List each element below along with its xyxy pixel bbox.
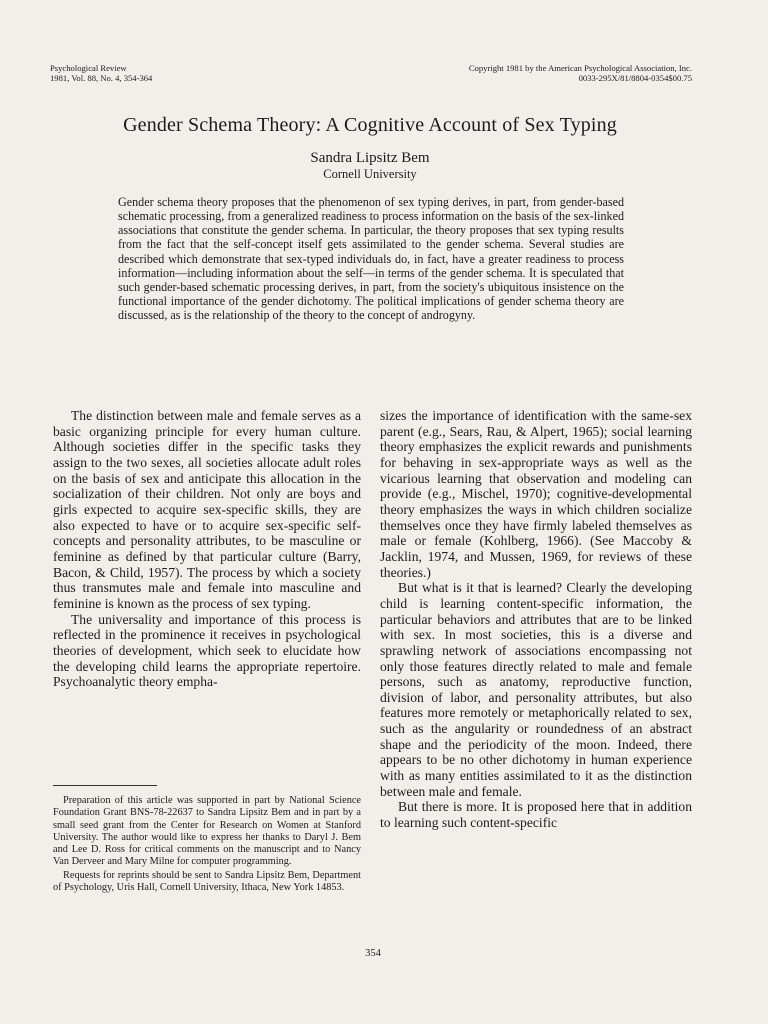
body-paragraph: The distinction between male and female serves as a basic organizing principle for every human culture. Although societies differ in the specific tasks they assign to the two sexes, all societies allocate adult roles on the basis of sex and anticipate this allocation in the socialization of their children. Not only are boys and girls expected to acquire sex-specific skills, they are also expected to have or to acquire sex-specific self-concepts and personality attributes, to be masculine or feminine as defined by that particular culture (Barry, Bacon, & Child, 1957). The process by which a society thus transmutes male and female into masculine and feminine is known as the process of sex typing. <box>53 408 361 611</box>
journal-name: Psychological Review <box>50 63 127 73</box>
author-name: Sandra Lipsitz Bem <box>310 150 430 166</box>
abstract: Gender schema theory proposes that the phenomenon of sex typing derives, in part, from gender-based schematic processing, from a generalized readiness to process information on the basis of the sex-linked associations that constitute the gender schema. In particular, the theory proposes that sex typing results from the fact that the self-concept itself gets assimilated to the gender schema. Several studies are described which demonstrate that sex-typed individuals do, in fact, have a greater readiness to process information—including information about the self—in terms of the gender schema. It is speculated that such gender-based schematic processing derives, in part, from the society's ubiquitous insistence on the functional importance of the gender dichotomy. The political implications of gender schema theory are discussed, as is the relationship of the theory to the concept of androgyny. <box>118 195 624 323</box>
journal-header <box>50 63 152 83</box>
body-paragraph: sizes the importance of identification with the same-sex parent (e.g., Sears, Rau, & Alpert, 1965); social learning theory emphasizes the explicit rewards and punishments for behaving in sex-appropriate ways as well as the vicarious learning that observation and modeling can provide (e.g., Mischel, 1970); cognitive-developmental theory emphasizes the ways in which children socialize themselves once they have firmly labeled themselves as male or female (Kohlberg, 1966). (See Maccoby & Jacklin, 1974, and Mussen, 1969, for reviews of these theories.) <box>380 408 692 580</box>
footnote-reprints: Requests for reprints should be sent to Sandra Lipsitz Bem, Department of Psychology, Uris Hall, Cornell University, Ithaca, New York 14853. <box>53 869 361 894</box>
article-code: 0033-295X/81/8804-0354$00.75 <box>578 73 692 83</box>
left-column <box>53 408 361 690</box>
article-title: Gender Schema Theory: A Cognitive Account of Sex Typing <box>123 114 617 136</box>
body-paragraph: But there is more. It is proposed here that in addition to learning such content-specific <box>380 799 692 831</box>
body-paragraph: The universality and importance of this process is reflected in the prominence it receives in psychological theories of development, which seek to elucidate how the developing child learns the appropriate repertoire. Psychoanalytic theory empha- <box>53 611 361 690</box>
copyright-line: Copyright 1981 by the American Psychological Association, Inc. <box>468 63 692 73</box>
copyright-header <box>469 63 692 83</box>
journal-volume: 1981, Vol. 88, No. 4, 354-364 <box>50 73 153 83</box>
footnote-acknowledgment: Preparation of this article was supported in part by National Science Foundation Grant BNS-78-22637 to Sandra Lipsitz Bem and in part by a small seed grant from the Center for Research on Women at Stanford University. The author would like to express her thanks to Daryl J. Bem and Lee D. Ross for critical comments on the manuscript and to Nancy Van Derveer and Mary Milne for computer programming. <box>53 795 361 868</box>
right-column <box>380 408 692 831</box>
author-affiliation: Cornell University <box>323 167 417 181</box>
page-number: 354 <box>365 948 381 959</box>
footnote <box>53 795 361 895</box>
footnote-divider <box>53 785 157 786</box>
body-paragraph: But what is it that is learned? Clearly the developing child is learning content-specific information, the particular behaviors and attributes that are to be linked with sex. In most societies, this is a diverse and sprawling network of associations encompassing not only those features directly related to male and female persons, such as anatomy, reproductive function, division of labor, and personality attributes, but also features more remotely or metaphorically related to sex, such as the angularity or roundedness of an abstract shape and the periodicity of the moon. Indeed, there appears to be no other dichotomy in human experience with as many entities assimilated to it as the distinction between male and female. <box>380 580 692 799</box>
